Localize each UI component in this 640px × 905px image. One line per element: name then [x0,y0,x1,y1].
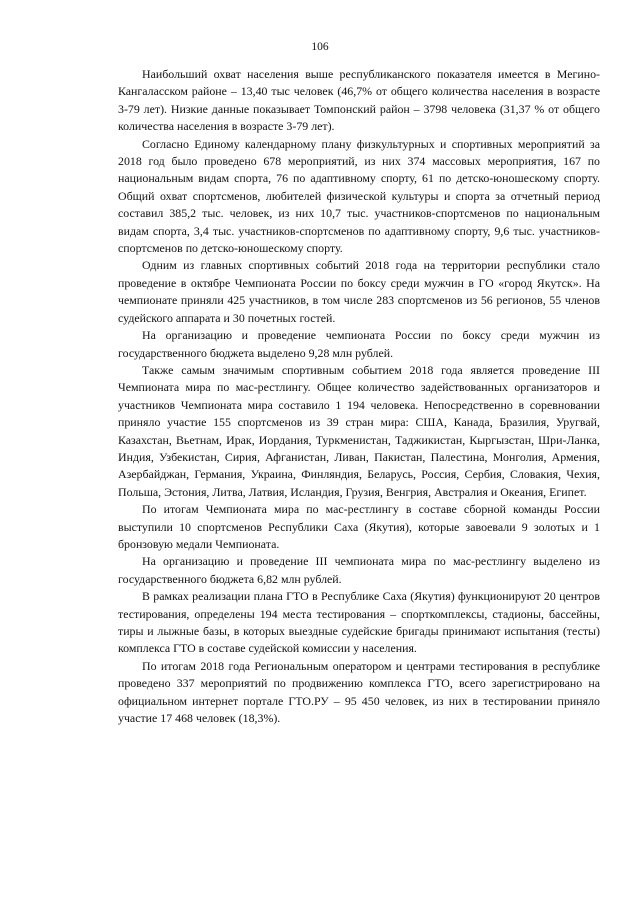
page-number: 106 [311,41,329,53]
paragraph-mas-wrestling-results: По итогам Чемпионата мира по мас-рестлингу в составе сборной команды России выступили 10 спортсменов Республики Саха (Якутия), которые завоевали 9 золотых и 1 бронзовую медали Чемпионата. [118,502,600,551]
paragraph-events-plan: Согласно Единому календарному плану физкультурных и спортивных мероприятий за 2018 год было проведено 678 мероприятий, из них 374 массовых мероприятия, 167 по национальным видам спорта, 76 по адаптивному спорту, 61 по детско-юношескому спорту. Общий охват спортсменов, любителей физической культуры и спорта за отчетный период составил 385,2 тыс. человек, из них 10,7 тыс. участников-спортсменов по национальным видам спорта, 3,4 тыс. участников-спортсменов по адаптивному спорту, 9,6 тыс. участников-спортсменов по детско-юношескому спорту. [118,136,600,256]
paragraph-mas-wrestling-budget: На организацию и проведение III чемпионата мира по мас-рестлингу выделено из государственного бюджета 6,82 млн рублей. [118,554,600,586]
paragraph-boxing-budget: На организацию и проведение чемпионата России по боксу среди мужчин из государственного бюджета выделено 9,28 млн рублей. [118,328,600,360]
paragraph-mas-wrestling-championship: Также самым значимым спортивным событием 2018 года является проведение III Чемпионата мира по мас-рестлингу. Общее количество задействованных организаторов и участников Чемпионата мира составило 1 194 человека. Непосредственно в соревновании приняло участие 155 спортсменов из 39 стран мира: США, Канада, Бразилия, Уругвай, Казахстан, Вьетнам, Ирак, Иордания, Туркменистан, Таджикистан, Кыргызстан, Шри-Ланка, Индия, Узбекистан, Сирия, Афганистан, Ливан, Пакистан, Палестина, Монголия, Армения, Азербайджан, Германия, Украина, Финляндия, Беларусь, Россия, Сербия, Словакия, Чехия, Польша, Эстония, Литва, Латвия, Исландия, Грузия, Венгрия, Австралия и Океания, Египет. [118,362,600,499]
document-body [118,66,600,727]
paragraph-boxing-championship: Одним из главных спортивных событий 2018 года на территории республики стало проведение в октябре Чемпионата России по боксу среди мужчин в ГО «город Якутск». На чемпионате приняли 425 участников, в том числе 283 спортсменов из 56 регионов, 55 членов судейского аппарата и 30 почетных гостей. [118,258,600,325]
paragraph-gto-results: По итогам 2018 года Региональным оператором и центрами тестирования в республике проведено 337 мероприятий по продвижению комплекса ГТО, всего зарегистрировано на официальном интернет портале ГТО.РУ – 95 450 человек, из них в тестировании приняло участие 17 468 человек (18,3%). [118,658,600,726]
paragraph-gto-centers: В рамках реализации плана ГТО в Республике Саха (Якутия) функционируют 20 центров тестирования, определены 194 места тестирования – спорткомплексы, стадионы, бассейны, тиры и лыжные базы, в которых выездные судейские бригады принимают испытания (тесты) комплекса ГТО в составе судейской комиссии у населения. [118,589,600,656]
paragraph-coverage: Наибольший охват населения выше республиканского показателя имеется в Мегино-Кангаласском районе – 13,40 тыс человек (46,7% от общего количества населения в возрасте 3-79 лет). Низкие данные показывает Томпонский район – 3798 человека (31,37 % от общего количества населения в возрасте 3-79 лет). [118,67,600,134]
